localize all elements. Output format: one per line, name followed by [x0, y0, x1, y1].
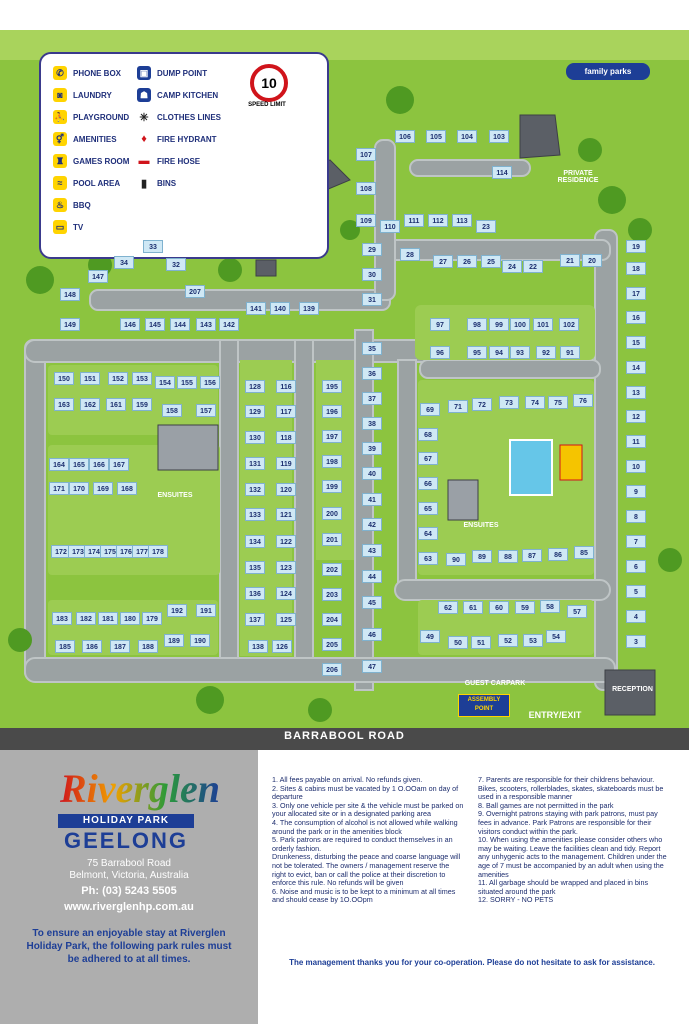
site-45: 45: [362, 596, 382, 609]
site-148: 148: [60, 288, 80, 301]
site-158: 158: [162, 404, 182, 417]
site-179: 179: [142, 612, 162, 625]
site-105: 105: [426, 130, 446, 143]
site-180: 180: [120, 612, 140, 625]
site-54: 54: [546, 630, 566, 643]
site-166: 166: [89, 458, 109, 471]
site-67: 67: [418, 452, 438, 465]
site-33: 33: [143, 240, 163, 253]
site-146: 146: [120, 318, 140, 331]
rule-item: 8. Ball games are not permitted in the park: [478, 800, 614, 810]
site-205: 205: [322, 638, 342, 651]
site-3: 3: [626, 635, 646, 648]
site-143: 143: [196, 318, 216, 331]
site-156: 156: [200, 376, 220, 389]
rule-item: 9. Overnight patrons staying with park patrons, must pay fees in advance. Park Patrons are responsible for their visitors conduct within the park.: [478, 809, 658, 836]
rules-left-column: [272, 776, 464, 905]
site-196: 196: [322, 405, 342, 418]
site-12: 12: [626, 410, 646, 423]
ensuites-label-left: ENSUITES: [157, 492, 193, 499]
reception-label: RECEPTION: [612, 686, 653, 693]
site-167: 167: [109, 458, 129, 471]
site-185: 185: [55, 640, 75, 653]
site-204: 204: [322, 613, 342, 626]
rule-item: 11. All garbage should be wrapped and placed in bins situated around the park: [478, 878, 649, 896]
site-22: 22: [523, 260, 543, 273]
address-line-1: 75 Barrabool Road: [87, 858, 171, 869]
site-46: 46: [362, 628, 382, 641]
site-44: 44: [362, 570, 382, 583]
site-4: 4: [626, 610, 646, 623]
site-189: 189: [164, 634, 184, 647]
site-126: 126: [272, 640, 292, 653]
site-13: 13: [626, 386, 646, 399]
site-85: 85: [574, 546, 594, 559]
site-197: 197: [322, 430, 342, 443]
site-93: 93: [510, 346, 530, 359]
legend-item: ▭ TV: [53, 220, 83, 234]
site-132: 132: [245, 483, 265, 496]
site-65: 65: [418, 502, 438, 515]
site-195: 195: [322, 380, 342, 393]
site-142: 142: [219, 318, 239, 331]
site-74: 74: [525, 396, 545, 409]
site-131: 131: [245, 457, 265, 470]
site-164: 164: [49, 458, 69, 471]
site-107: 107: [356, 148, 376, 161]
camp-kitchen-icon: ☗: [137, 88, 151, 102]
site-29: 29: [362, 243, 382, 256]
site-69: 69: [420, 403, 440, 416]
site-206: 206: [322, 663, 342, 676]
site-51: 51: [471, 636, 491, 649]
site-122: 122: [276, 535, 296, 548]
site-140: 140: [270, 302, 290, 315]
address-line-2: Belmont, Victoria, Australia: [69, 870, 189, 881]
site-72: 72: [472, 398, 492, 411]
family-parks-logo: family parks: [566, 63, 650, 80]
legend-item: ▣ DUMP POINT: [137, 66, 207, 80]
site-175: 175: [100, 545, 120, 558]
site-89: 89: [472, 550, 492, 563]
rule-item: 2. Sites & cabins must be vacated by 1 O.OOam on day of departure: [272, 783, 459, 802]
site-153: 153: [132, 372, 152, 385]
site-135: 135: [245, 561, 265, 574]
site-130: 130: [245, 431, 265, 444]
dump-point-icon: ▣: [137, 66, 151, 80]
games-room-icon: ♜: [53, 154, 67, 168]
site-62: 62: [438, 601, 458, 614]
site-147: 147: [88, 270, 108, 283]
legend-item: ⛹ PLAYGROUND: [53, 110, 129, 124]
entry-exit-label: ENTRY/EXIT: [528, 710, 582, 720]
site-111: 111: [404, 214, 424, 227]
site-40: 40: [362, 467, 382, 480]
site-96: 96: [430, 346, 450, 359]
site-23: 23: [476, 220, 496, 233]
legend-item: ♦ FIRE HYDRANT: [137, 132, 217, 146]
site-139: 139: [299, 302, 319, 315]
rule-item: 10. When using the amenities please consider others who may be waiting. Leave the facilities clean and tidy. Report any unhygenic acts to the management. Children under the age of 7 must be accompanied by an adult when using the amenities: [478, 835, 667, 879]
rule-item: 3. Only one vehicle per site & the vehicle must be parked on your allocated site or in a designated parking area: [272, 800, 464, 819]
site-66: 66: [418, 477, 438, 490]
site-118: 118: [276, 431, 296, 444]
site-103: 103: [489, 130, 509, 143]
site-97: 97: [430, 318, 450, 331]
site-73: 73: [499, 396, 519, 409]
site-60: 60: [489, 601, 509, 614]
site-198: 198: [322, 455, 342, 468]
rules-right-column: [478, 776, 670, 905]
site-32: 32: [166, 258, 186, 271]
site-95: 95: [467, 346, 487, 359]
site-6: 6: [626, 560, 646, 573]
phone-number: Ph: (03) 5243 5505: [81, 885, 177, 897]
site-200: 200: [322, 507, 342, 520]
site-114: 114: [492, 166, 512, 179]
site-18: 18: [626, 262, 646, 275]
fire-hose-icon: ▬: [138, 155, 150, 167]
site-63: 63: [418, 552, 438, 565]
site-7: 7: [626, 535, 646, 548]
site-50: 50: [448, 636, 468, 649]
site-201: 201: [322, 533, 342, 546]
site-145: 145: [145, 318, 165, 331]
site-165: 165: [69, 458, 89, 471]
legend-item: ♨ BBQ: [53, 198, 91, 212]
site-47: 47: [362, 660, 382, 673]
road-label: BARRABOOL ROAD: [284, 730, 405, 742]
site-58: 58: [540, 600, 560, 613]
speed-limit-label: SPEED LIMIT: [248, 102, 286, 108]
bbq-icon: ♨: [53, 198, 67, 212]
rule-item: 1. All fees payable on arrival. No refunds given.: [272, 775, 423, 784]
site-112: 112: [428, 214, 448, 227]
site-119: 119: [276, 457, 296, 470]
site-87: 87: [522, 549, 542, 562]
thanks-note: The management thanks you for your co-operation. Please do not hesitate to ask for assistance.: [289, 958, 655, 967]
site-104: 104: [457, 130, 477, 143]
site-102: 102: [559, 318, 579, 331]
pool-area: [510, 440, 552, 495]
site-43: 43: [362, 544, 382, 557]
site-133: 133: [245, 508, 265, 521]
legend-item: ✳ CLOTHES LINES: [137, 110, 221, 124]
site-57: 57: [567, 605, 587, 618]
site-171: 171: [49, 482, 69, 495]
site-170: 170: [69, 482, 89, 495]
site-190: 190: [190, 634, 210, 647]
site-199: 199: [322, 480, 342, 493]
site-68: 68: [418, 428, 438, 441]
site-144: 144: [170, 318, 190, 331]
laundry-icon: ◙: [53, 88, 67, 102]
site-26: 26: [457, 255, 477, 268]
site-39: 39: [362, 442, 382, 455]
tv-icon: ▭: [53, 220, 67, 234]
site-5: 5: [626, 585, 646, 598]
site-177: 177: [132, 545, 152, 558]
rule-item: 5. Park patrons are required to conduct themselves in an orderly fashion.: [272, 835, 453, 853]
site-154: 154: [155, 376, 175, 389]
site-61: 61: [463, 601, 483, 614]
site-117: 117: [276, 405, 296, 418]
legend-item: ✆ PHONE BOX: [53, 66, 121, 80]
site-99: 99: [489, 318, 509, 331]
site-94: 94: [489, 346, 509, 359]
legend-item: ▬ FIRE HOSE: [138, 155, 201, 167]
site-134: 134: [245, 535, 265, 548]
site-10: 10: [626, 460, 646, 473]
site-35: 35: [362, 342, 382, 355]
site-150: 150: [54, 372, 74, 385]
site-86: 86: [548, 548, 568, 561]
site-157: 157: [196, 404, 216, 417]
site-11: 11: [626, 435, 646, 448]
bin-icon: ▮: [140, 177, 148, 190]
rule-item: Drunkeness, disturbing the peace and coarse language will not be tolerated. The owners / management reserve the right to evict, ban or call the police at their discretion to enforce this rule. No refunds will be given: [272, 852, 461, 888]
playground-icon: ⛹: [53, 110, 67, 124]
site-183: 183: [52, 612, 72, 625]
site-90: 90: [446, 553, 466, 566]
geelong-title: GEELONG: [63, 828, 188, 853]
site-149: 149: [60, 318, 80, 331]
site-75: 75: [548, 396, 568, 409]
site-202: 202: [322, 563, 342, 576]
site-34: 34: [114, 256, 134, 269]
site-187: 187: [110, 640, 130, 653]
site-76: 76: [573, 394, 593, 407]
site-36: 36: [362, 367, 382, 380]
site-159: 159: [132, 398, 152, 411]
guest-carpark-label: GUEST CARPARK: [464, 680, 526, 687]
site-106: 106: [395, 130, 415, 143]
site-113: 113: [452, 214, 472, 227]
site-108: 108: [356, 182, 376, 195]
legend-item: ⚥ AMENITIES: [53, 132, 117, 146]
legend-item: ☗ CAMP KITCHEN: [137, 88, 218, 102]
site-128: 128: [245, 380, 265, 393]
site-169: 169: [93, 482, 113, 495]
ensuites-label-right: ENSUITES: [463, 522, 499, 529]
fire-hydrant-icon: ♦: [141, 133, 147, 145]
site-178: 178: [148, 545, 168, 558]
assembly-point-label: ASSEMBLY POINT: [458, 694, 510, 717]
site-152: 152: [108, 372, 128, 385]
site-49: 49: [420, 630, 440, 643]
website-link[interactable]: www.riverglenhp.com.au: [64, 901, 194, 913]
site-21: 21: [560, 254, 580, 267]
rule-item: 12. SORRY - NO PETS: [478, 895, 554, 905]
site-176: 176: [116, 545, 136, 558]
site-31: 31: [362, 293, 382, 306]
managers-residence-label: MANAGERS RESIDENCE: [277, 222, 319, 236]
site-188: 188: [138, 640, 158, 653]
site-42: 42: [362, 518, 382, 531]
riverglen-logo: Riverglen: [60, 766, 220, 811]
site-15: 15: [626, 336, 646, 349]
site-17: 17: [626, 287, 646, 300]
site-123: 123: [276, 561, 296, 574]
site-174: 174: [84, 545, 104, 558]
site-182: 182: [76, 612, 96, 625]
private-residence-label: PRIVATE RESIDENCE: [557, 170, 599, 184]
rule-item: 6. Noise and music is to be kept to a minimum at all times and should cease by 1O.OOpm: [272, 886, 456, 905]
site-98: 98: [467, 318, 487, 331]
site-38: 38: [362, 417, 382, 430]
site-16: 16: [626, 311, 646, 324]
legend-item: ≈ POOL AREA: [53, 176, 120, 190]
clothes-lines-icon: ✳: [139, 111, 149, 124]
site-173: 173: [68, 545, 88, 558]
site-141: 141: [246, 302, 266, 315]
site-207: 207: [185, 285, 205, 298]
site-181: 181: [98, 612, 118, 625]
site-59: 59: [515, 601, 535, 614]
rules-intro: To ensure an enjoyable stay at Riverglen Holiday Park, the following park rules must be adhered to at all times.: [26, 928, 232, 965]
site-27: 27: [433, 255, 453, 268]
site-163: 163: [54, 398, 74, 411]
phone-icon: ✆: [53, 66, 67, 80]
site-92: 92: [536, 346, 556, 359]
site-14: 14: [626, 361, 646, 374]
site-162: 162: [80, 398, 100, 411]
site-151: 151: [80, 372, 100, 385]
site-121: 121: [276, 508, 296, 521]
site-120: 120: [276, 483, 296, 496]
site-101: 101: [533, 318, 553, 331]
site-52: 52: [498, 634, 518, 647]
site-9: 9: [626, 485, 646, 498]
legend-item: ◙ LAUNDRY: [53, 88, 112, 102]
site-116: 116: [276, 380, 296, 393]
site-20: 20: [582, 254, 602, 267]
rule-item: 4. The consumption of alcohol is not allowed while walking around the park or in the amenities block: [272, 817, 458, 836]
site-129: 129: [245, 405, 265, 418]
site-172: 172: [51, 545, 71, 558]
site-71: 71: [448, 400, 468, 413]
site-125: 125: [276, 613, 296, 626]
site-8: 8: [626, 510, 646, 523]
site-109: 109: [356, 214, 376, 227]
site-110: 110: [380, 220, 400, 233]
site-192: 192: [167, 604, 187, 617]
site-88: 88: [498, 550, 518, 563]
amenities-icon: ⚥: [53, 132, 67, 146]
legend-item: ▮ BINS: [137, 176, 176, 190]
site-191: 191: [196, 604, 216, 617]
holiday-park-bar: HOLIDAY PARK: [58, 814, 194, 828]
legend-item: ♜ GAMES ROOM: [53, 154, 129, 168]
site-138: 138: [248, 640, 268, 653]
site-137: 137: [245, 613, 265, 626]
site-91: 91: [560, 346, 580, 359]
speed-limit-sign: 10: [250, 64, 288, 102]
site-168: 168: [117, 482, 137, 495]
site-41: 41: [362, 493, 382, 506]
rule-item: 7. Parents are responsible for their childrens behaviour. Bikes, scooters, rollerblades, skates, skateboards must be used in a responsible manner: [478, 775, 664, 802]
site-124: 124: [276, 587, 296, 600]
site-19: 19: [626, 240, 646, 253]
site-64: 64: [418, 527, 438, 540]
site-28: 28: [400, 248, 420, 261]
site-30: 30: [362, 268, 382, 281]
site-161: 161: [106, 398, 126, 411]
site-136: 136: [245, 587, 265, 600]
site-100: 100: [510, 318, 530, 331]
site-203: 203: [322, 588, 342, 601]
site-24: 24: [502, 260, 522, 273]
site-155: 155: [177, 376, 197, 389]
site-186: 186: [82, 640, 102, 653]
pool-icon: ≈: [53, 176, 67, 190]
site-53: 53: [523, 634, 543, 647]
site-25: 25: [481, 255, 501, 268]
site-37: 37: [362, 392, 382, 405]
